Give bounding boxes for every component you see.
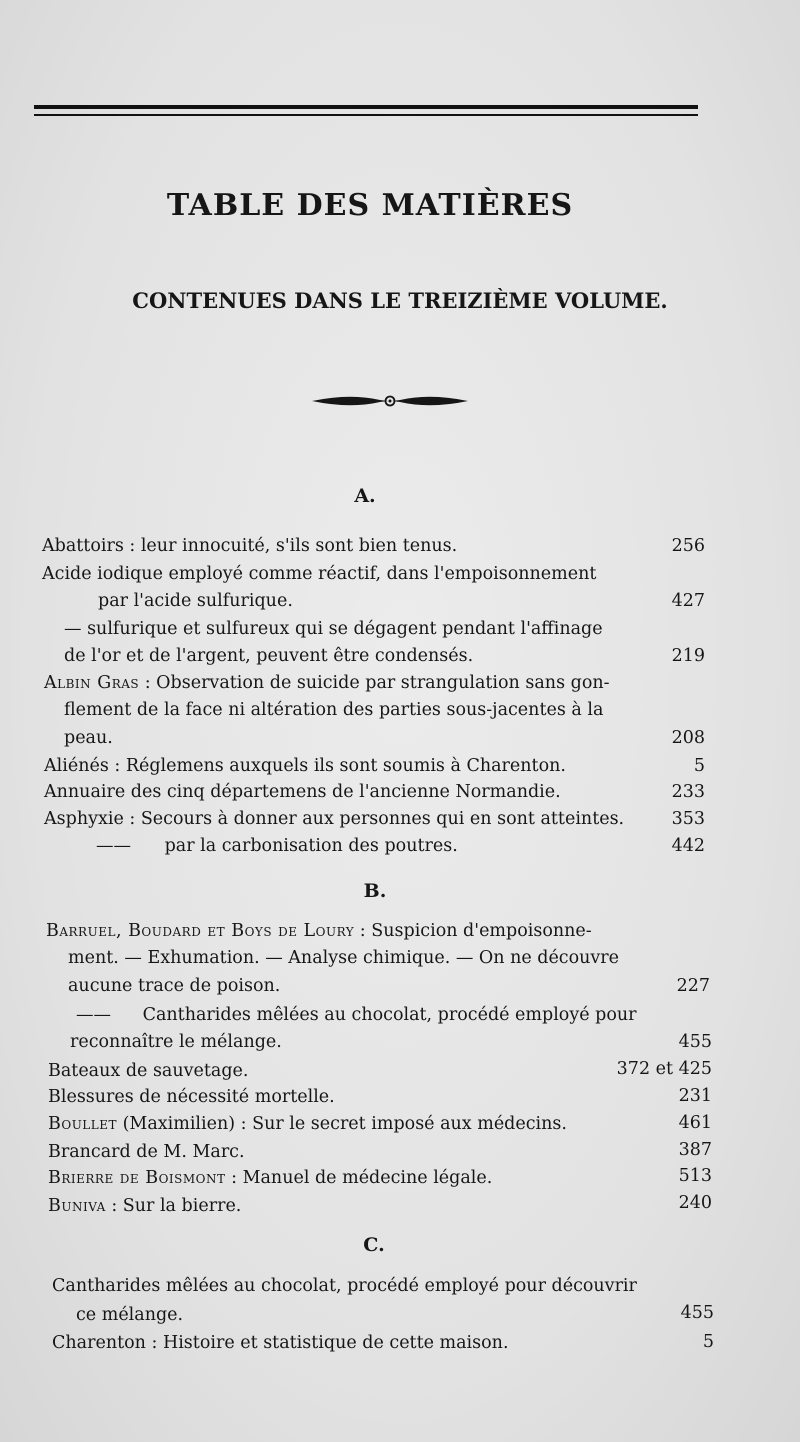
page-number: 233 xyxy=(671,782,705,802)
page-number: 240 xyxy=(678,1193,712,1213)
page-number: 513 xyxy=(678,1166,712,1186)
author-name: Buniva xyxy=(48,1196,106,1216)
index-entry-continuation: flement de la face ni altération des parties sous-jacentes à la xyxy=(64,700,604,720)
ditto-dash: —— xyxy=(96,836,131,856)
section-letter-b: B. xyxy=(363,880,387,902)
index-entry: —— Cantharides mêlées au chocolat, procédé employé pour xyxy=(76,1002,637,1028)
index-entry: Brancard de M. Marc. xyxy=(48,1142,245,1162)
page-number: 353 xyxy=(671,809,705,829)
page-number: 219 xyxy=(671,646,705,666)
index-entry: Charenton : Histoire et statistique de cette maison. xyxy=(52,1333,509,1353)
page-number: 227 xyxy=(676,976,710,996)
page-number: 5 xyxy=(693,756,705,776)
index-entry: Blessures de nécessité mortelle. xyxy=(48,1087,335,1107)
page-number: 387 xyxy=(678,1140,712,1160)
page-subtitle: CONTENUES DANS LE TREIZIÈME VOLUME. xyxy=(132,288,668,313)
index-entry-continuation: peau. xyxy=(64,728,113,748)
page-number: 455 xyxy=(678,1032,712,1052)
section-letter-c: C. xyxy=(363,1234,385,1256)
index-entry-continuation: ce mélange. xyxy=(76,1305,184,1325)
page-number: 442 xyxy=(671,836,705,856)
index-entry: Albin Gras : Observation de suicide par strangulation sans gon- xyxy=(44,673,610,693)
page-number: 5 xyxy=(702,1332,714,1352)
page-title: TABLE DES MATIÈRES xyxy=(166,188,574,223)
index-entry: Annuaire des cinq départemens de l'ancienne Normandie. xyxy=(44,782,561,802)
index-entry: Abattoirs : leur innocuité, s'ils sont bien tenus. xyxy=(42,536,458,556)
index-entry: Barruel, Boudard et Boys de Loury : Suspicion d'empoisonne- xyxy=(46,921,592,941)
page-number: 231 xyxy=(678,1086,712,1106)
section-letter-a: A. xyxy=(354,485,376,507)
index-entry: Brierre de Boismont : Manuel de médecine légale. xyxy=(48,1168,493,1188)
index-entry: — sulfurique et sulfureux qui se dégagent pendant l'affinage xyxy=(64,619,603,639)
page-number: 256 xyxy=(671,536,705,556)
index-entry-continuation: de l'or et de l'argent, peuvent être condensés. xyxy=(64,646,474,666)
author-name: Brierre de Boismont xyxy=(48,1168,226,1188)
page-number: 455 xyxy=(680,1303,714,1323)
index-entry: Cantharides mêlées au chocolat, procédé employé pour découvrir xyxy=(52,1276,637,1296)
index-entry: —— par la carbonisation des poutres. xyxy=(96,833,458,859)
page-number: 208 xyxy=(671,728,705,748)
author-name: Boullet xyxy=(48,1114,118,1134)
index-entry: Boullet (Maximilien) : Sur le secret imposé aux médecins. xyxy=(48,1114,567,1134)
page-number: 372 et 425 xyxy=(616,1059,712,1079)
index-entry-continuation: reconnaître le mélange. xyxy=(70,1032,282,1052)
top-rule-thick xyxy=(34,105,698,109)
index-entry: Acide iodique employé comme réactif, dans l'empoisonnement xyxy=(42,564,597,584)
index-entry: Buniva : Sur la bierre. xyxy=(48,1196,242,1216)
page-number: 461 xyxy=(678,1113,712,1133)
top-rule-thin xyxy=(34,114,698,116)
ornament-divider-icon xyxy=(310,390,470,412)
index-entry-continuation: par l'acide sulfurique. xyxy=(98,591,293,611)
index-entry: Aliénés : Réglemens auxquels ils sont soumis à Charenton. xyxy=(44,756,566,776)
ditto-dash: —— xyxy=(76,1005,111,1025)
index-entry: Bateaux de sauvetage. xyxy=(48,1061,249,1081)
index-entry-continuation: aucune trace de poison. xyxy=(68,976,281,996)
author-name: Albin Gras xyxy=(44,673,140,693)
index-entry: Asphyxie : Secours à donner aux personnes qui en sont atteintes. xyxy=(44,809,625,829)
author-name: Barruel, Boudard et Boys de Loury xyxy=(46,921,355,941)
page-number: 427 xyxy=(671,591,705,611)
index-entry-continuation: ment. — Exhumation. — Analyse chimique. — On ne découvre xyxy=(68,948,620,968)
